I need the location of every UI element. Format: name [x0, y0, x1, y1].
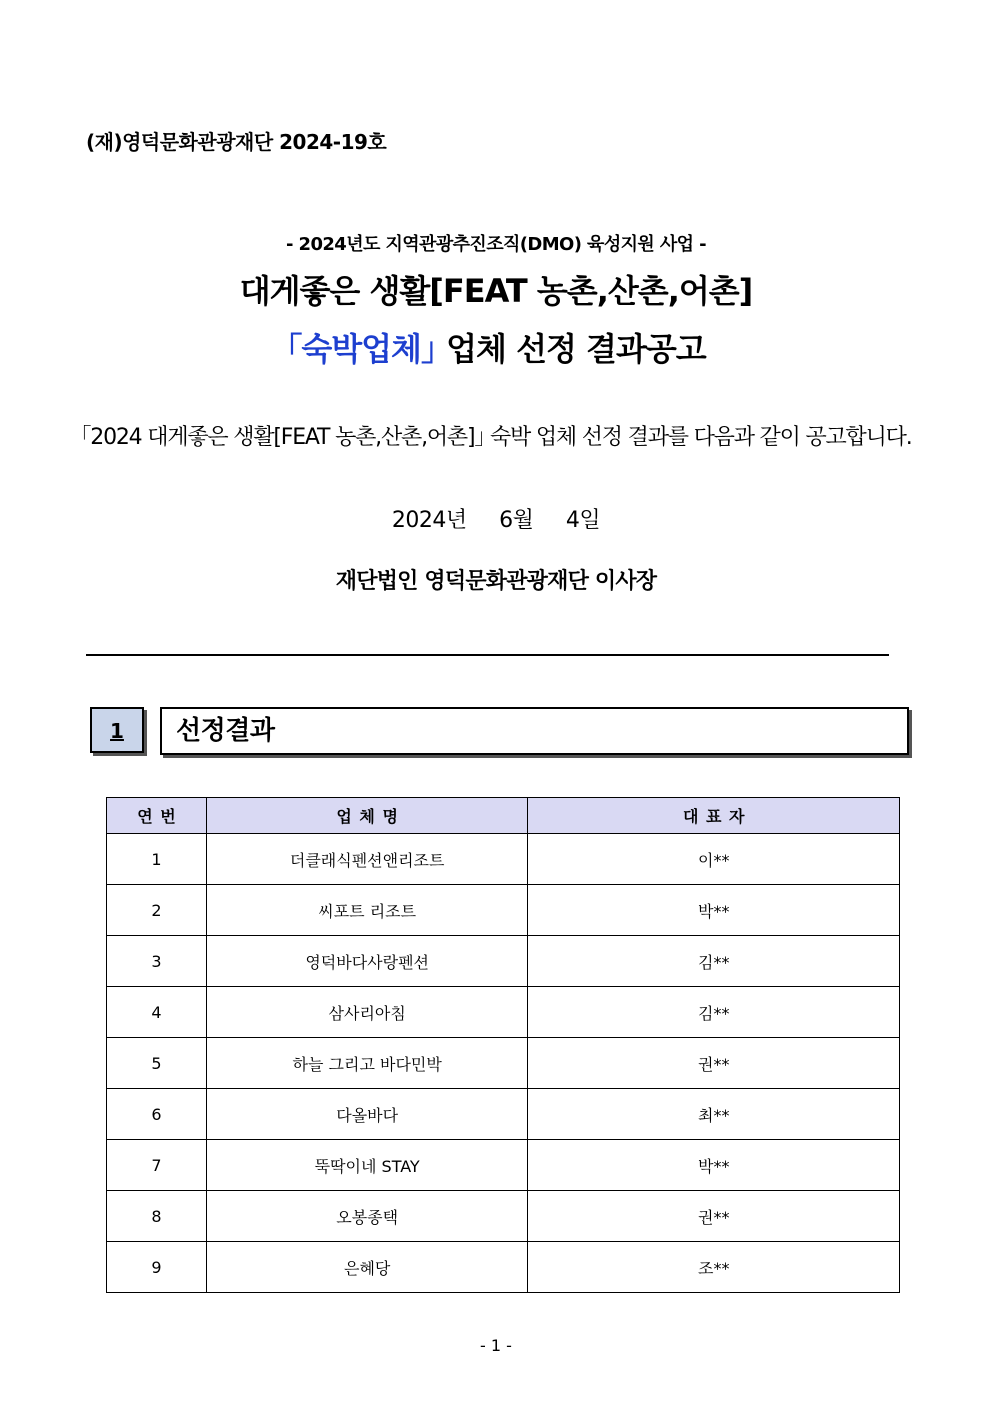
table-row: [107, 1191, 900, 1242]
section-title: 선정결과: [160, 707, 909, 755]
cell-representative: 조**: [528, 1242, 900, 1293]
cell-business-name: 영덕바다사랑펜션: [206, 936, 528, 987]
results-table: [106, 797, 900, 1293]
header-representative: 대 표 자: [528, 798, 900, 834]
cell-representative: 이**: [528, 834, 900, 885]
table-row: [107, 1140, 900, 1191]
cell-business-name: 씨포트 리조트: [206, 885, 528, 936]
document-number: (재)영덕문화관광재단 2024-19호: [86, 130, 387, 154]
cell-business-name: 다올바다: [206, 1089, 528, 1140]
cell-representative: 박**: [528, 885, 900, 936]
cell-number: 8: [107, 1191, 207, 1242]
title-highlight: ｢숙박업체｣: [286, 330, 436, 368]
cell-representative: 박**: [528, 1140, 900, 1191]
document-subtitle: - 2024년도 지역관광추진조직(DMO) 육성지원 사업 -: [286, 234, 706, 255]
announcement-date: 2024년 6월 4일: [391, 508, 601, 533]
cell-business-name: 하늘 그리고 바다민박: [206, 1038, 528, 1089]
title-rest: 업체 선정 결과공고: [446, 330, 706, 368]
cell-representative: 김**: [528, 987, 900, 1038]
horizontal-divider: [86, 654, 889, 656]
cell-number: 9: [107, 1242, 207, 1293]
table-header-row: [107, 798, 900, 834]
cell-representative: 권**: [528, 1038, 900, 1089]
cell-representative: 권**: [528, 1191, 900, 1242]
table-row: [107, 1038, 900, 1089]
cell-business-name: 뚝딱이네 STAY: [206, 1140, 528, 1191]
cell-representative: 김**: [528, 936, 900, 987]
cell-number: 2: [107, 885, 207, 936]
cell-business-name: 오봉종택: [206, 1191, 528, 1242]
document-title-line1: 대게좋은 생활[FEAT 농촌,산촌,어촌]: [239, 272, 753, 310]
cell-number: 5: [107, 1038, 207, 1089]
cell-number: 4: [107, 987, 207, 1038]
cell-representative: 최**: [528, 1089, 900, 1140]
section-number-box: [90, 707, 144, 753]
table-row: [107, 1089, 900, 1140]
cell-number: 6: [107, 1089, 207, 1140]
issuer-name: 재단법인 영덕문화관광재단 이사장: [335, 569, 657, 594]
cell-number: 1: [107, 834, 207, 885]
document-title-line2: [0, 324, 992, 370]
table-row: [107, 834, 900, 885]
section-number: 1: [110, 719, 124, 743]
cell-number: 3: [107, 936, 207, 987]
cell-business-name: 은혜당: [206, 1242, 528, 1293]
header-number: 연 번: [107, 798, 207, 834]
cell-number: 7: [107, 1140, 207, 1191]
table-row: [107, 936, 900, 987]
header-business-name: 업 체 명: [206, 798, 528, 834]
table-row: [107, 987, 900, 1038]
table-row: [107, 1242, 900, 1293]
page-number: - 1 -: [480, 1336, 512, 1355]
cell-business-name: 더클래식펜션앤리조트: [206, 834, 528, 885]
table-row: [107, 885, 900, 936]
cell-business-name: 삼사리아침: [206, 987, 528, 1038]
announcement-text: ｢2024 대게좋은 생활[FEAT 농촌,산촌,어촌]｣ 숙박 업체 선정 결과를 다음과 같이 공고합니다.: [80, 425, 912, 450]
